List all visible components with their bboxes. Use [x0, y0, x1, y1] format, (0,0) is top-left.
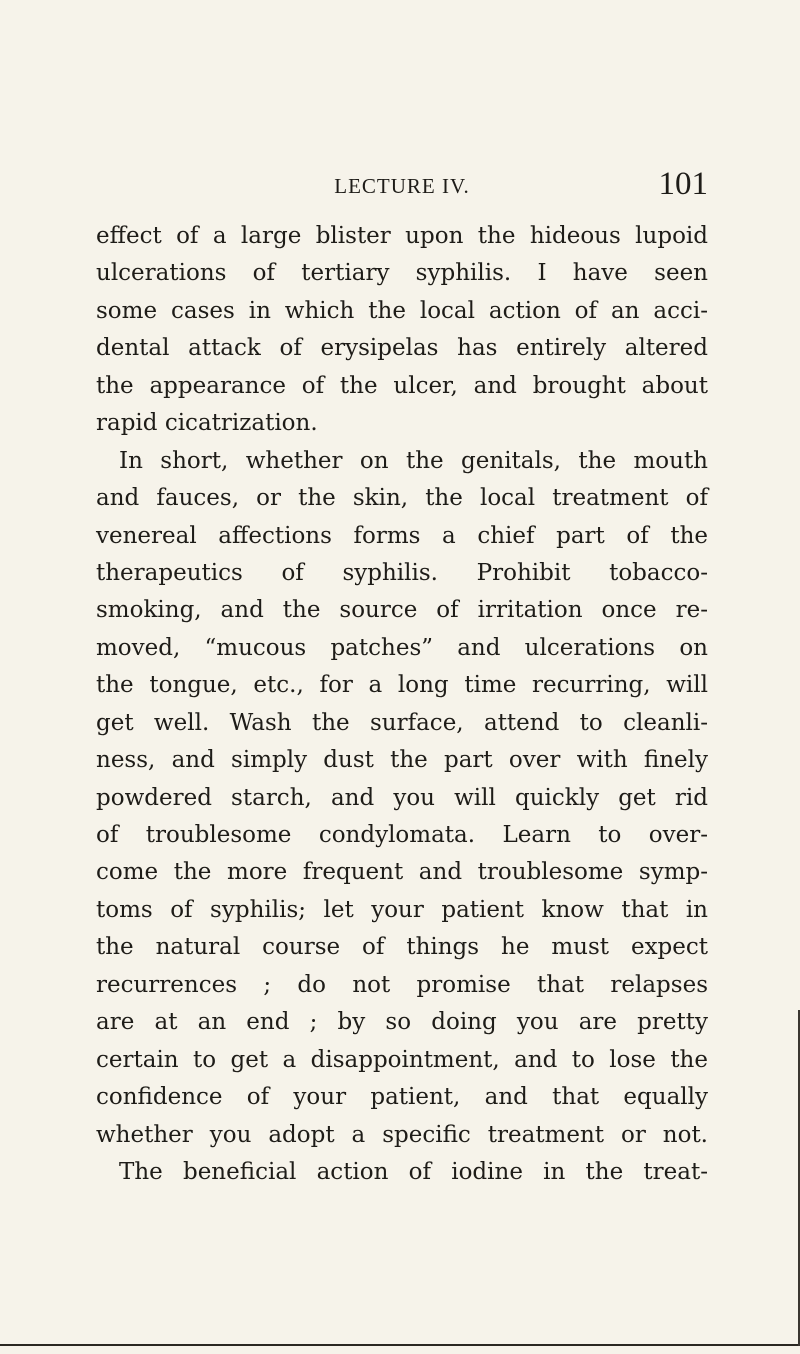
body-text: [96, 218, 708, 1191]
text-line: rapid cicatrization.: [96, 410, 318, 437]
text-line: smoking, and the source of irritation once re-: [96, 597, 708, 624]
text-line: come the more frequent and troublesome symp-: [96, 859, 708, 886]
text-line: confidence of your patient, and that equally: [96, 1084, 708, 1111]
text-line: the appearance of the ulcer, and brought about: [96, 372, 708, 399]
text-line: powdered starch, and you will quickly get rid: [96, 784, 708, 811]
text-line: the natural course of things he must expect: [96, 934, 708, 961]
text-line: The beneficial action of iodine in the treat-: [119, 1158, 708, 1185]
text-line: and fauces, or the skin, the local treatment of: [96, 485, 708, 512]
chapter-title: LECTURE IV.: [334, 174, 470, 198]
text-line: venereal affections forms a chief part of the: [96, 522, 708, 549]
text-line: effect of a large blister upon the hideous lupoid: [96, 223, 708, 249]
text-line: the tongue, etc., for a long time recurring, will: [96, 672, 708, 699]
text-line: get well. Wash the surface, attend to cleanli-: [96, 709, 708, 736]
text-line: certain to get a disappointment, and to lose the: [96, 1046, 708, 1073]
text-line: moved, “mucous patches” and ulcerations on: [96, 634, 708, 661]
text-line: ulcerations of tertiary syphilis. I have seen: [96, 260, 708, 287]
text-line: toms of syphilis; let your patient know that in: [96, 896, 708, 923]
text-line: therapeutics of syphilis. Prohibit tobacco-: [96, 559, 708, 586]
bottom-edge: [0, 1344, 800, 1346]
text-line: some cases in which the local action of an acci-: [96, 297, 708, 324]
text-line: In short, whether on the genitals, the mouth: [119, 447, 708, 474]
running-head: [96, 166, 708, 206]
text-line: of troublesome condylomata. Learn to over-: [96, 822, 708, 848]
text-line: are at an end ; by so doing you are pretty: [96, 1009, 708, 1036]
text-line: whether you adopt a specific treatment or not.: [96, 1121, 708, 1148]
page-number: 101: [658, 166, 708, 202]
text-line: dental attack of erysipelas has entirely altered: [96, 335, 708, 362]
text-line: ness, and simply dust the part over with finely: [96, 747, 708, 774]
text-line: recurrences ; do not promise that relapses: [96, 971, 708, 998]
